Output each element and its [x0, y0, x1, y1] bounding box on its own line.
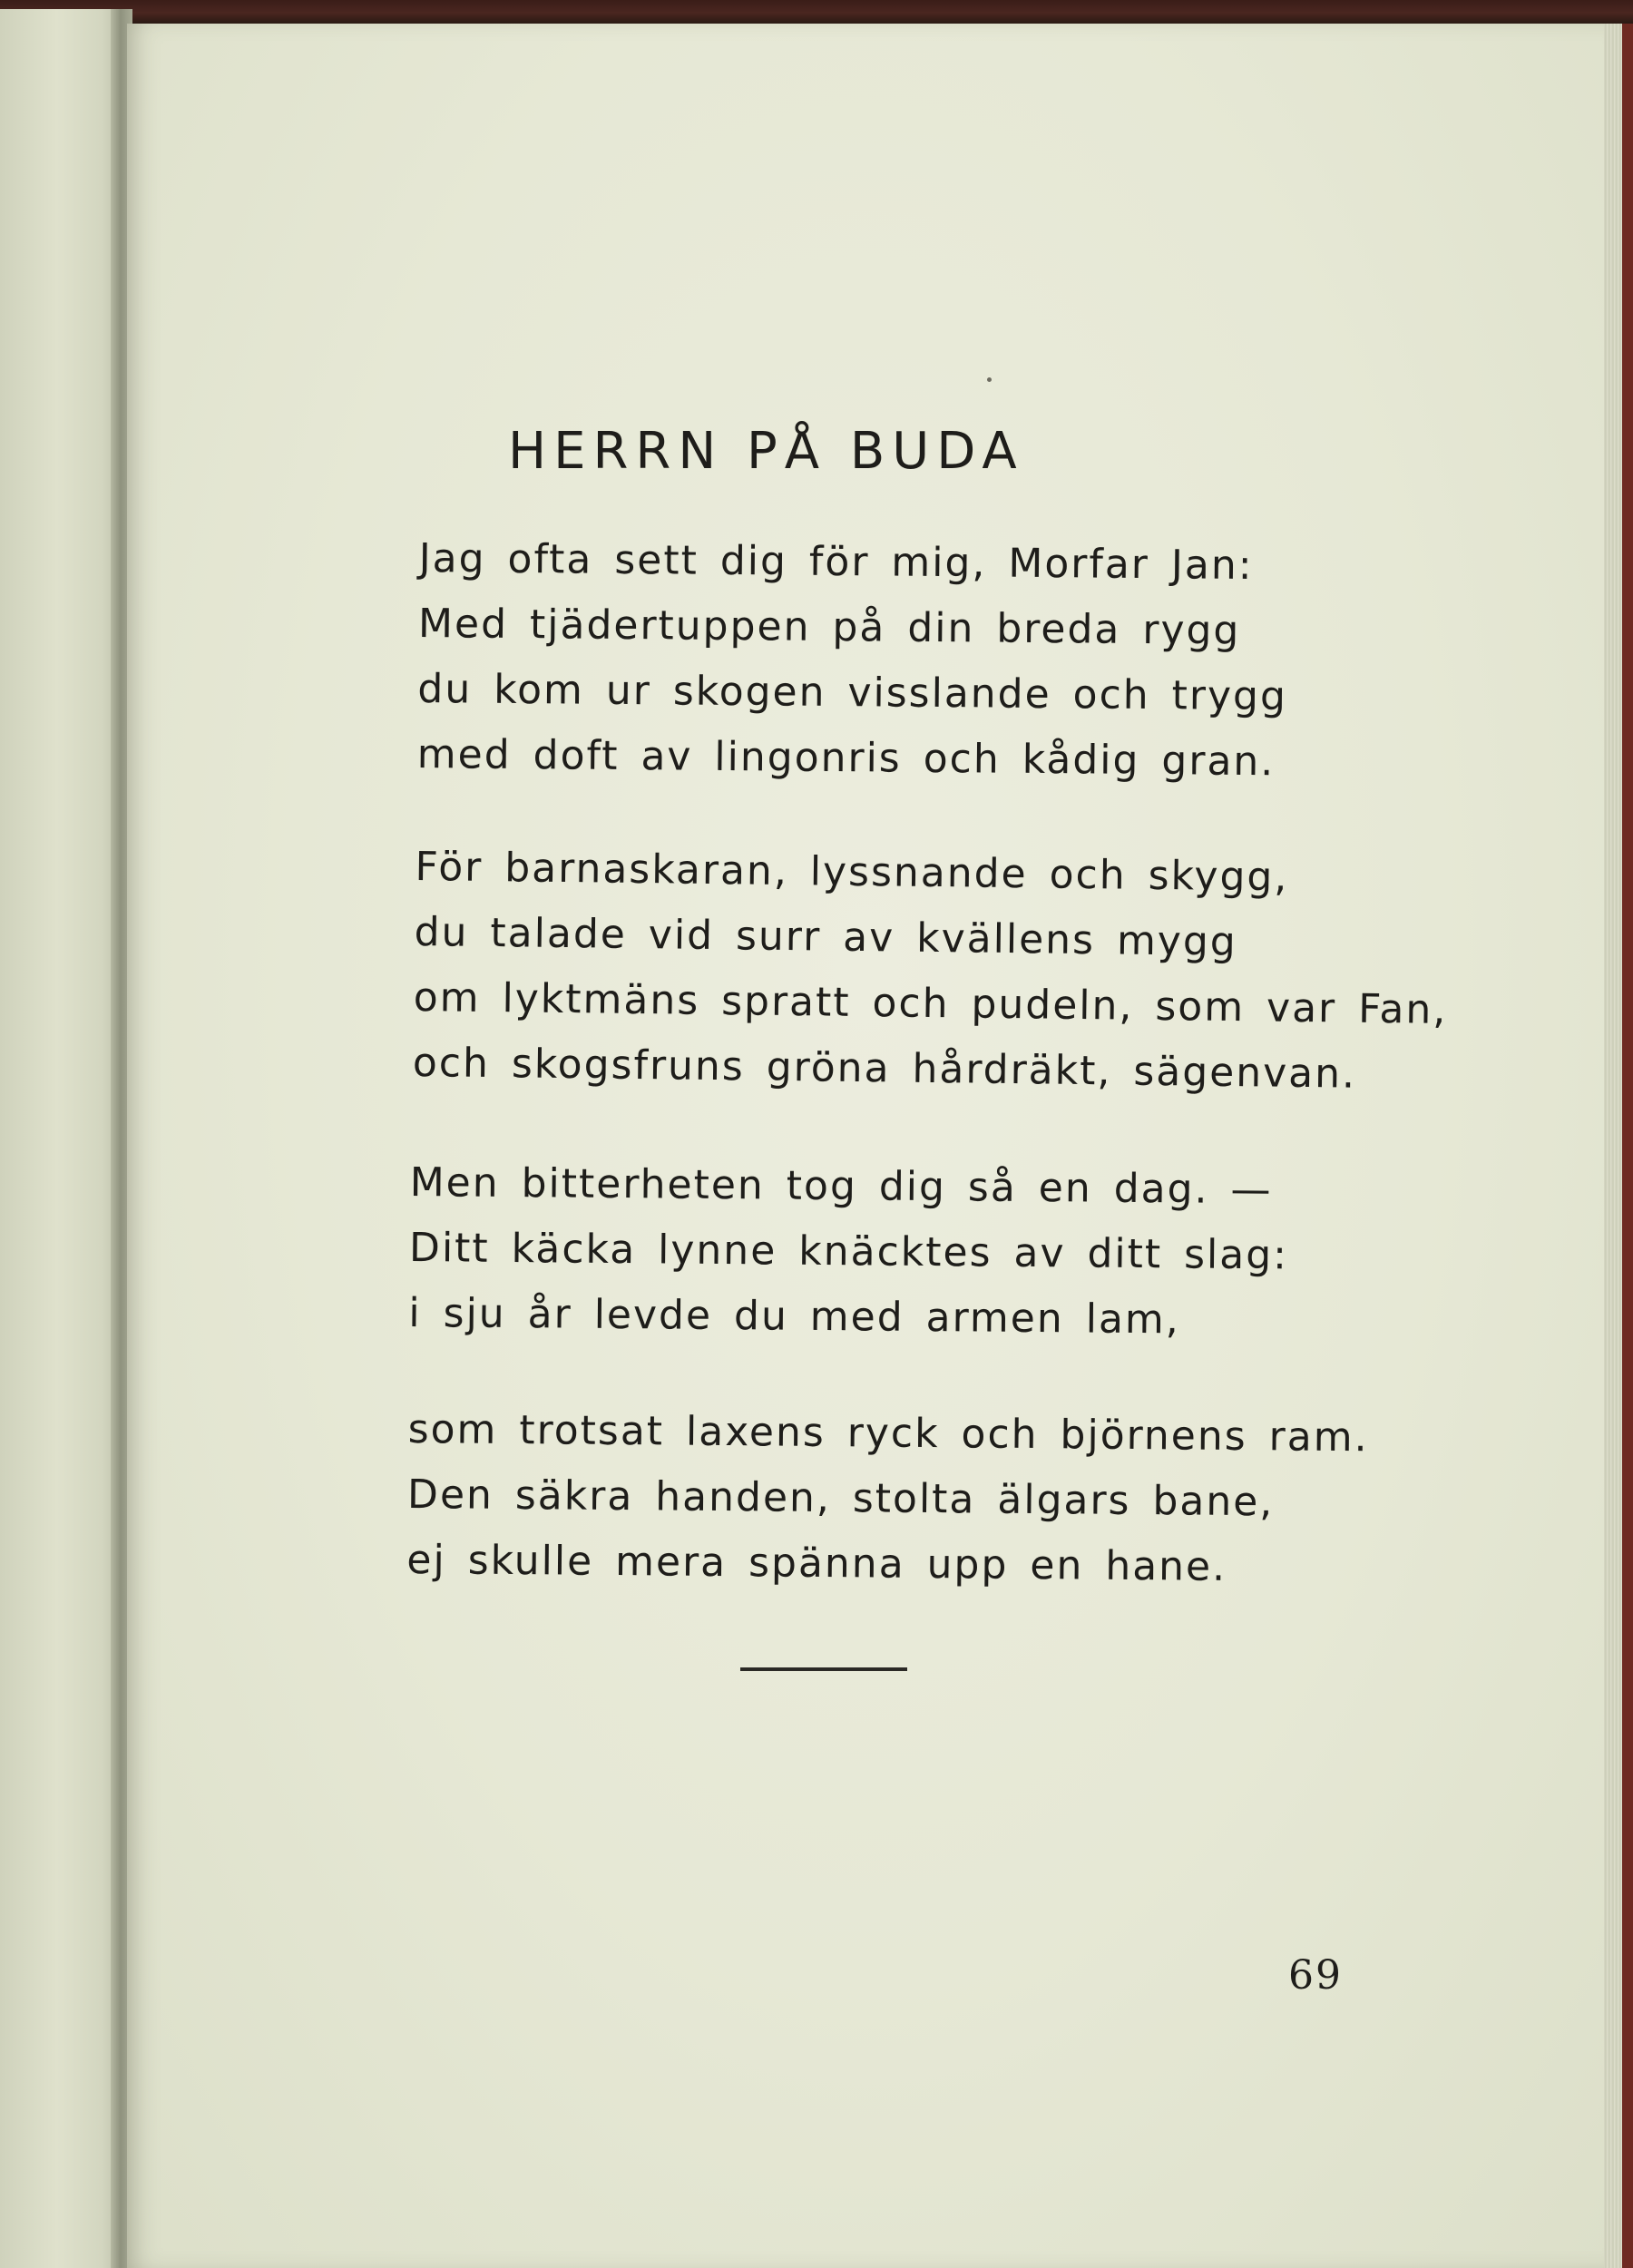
verse-line: du talade vid surr av kvällens mygg	[414, 908, 1238, 966]
verse-line: du kom ur skogen visslande och trygg	[417, 665, 1288, 720]
verse-line: och skogsfruns gröna hårdräkt, sägenvan.	[412, 1039, 1357, 1098]
stanza-1	[416, 526, 1288, 795]
stanza-3	[408, 1150, 1289, 1354]
verse-line: Men bitterheten tog dig så en dag. —	[409, 1158, 1273, 1214]
stanza-2	[412, 835, 1449, 1109]
verse-line: Jag ofta sett dig för mig, Morfar Jan:	[418, 534, 1254, 590]
closing-rule	[740, 1667, 907, 1671]
poem-title: HERRN PÅ BUDA	[508, 422, 1024, 481]
verse-line: Den säkra handen, stolta älgars bane,	[406, 1471, 1275, 1526]
verse-line: med doft av lingonris och kådig gran.	[416, 730, 1276, 786]
verse-line: Med tjädertuppen på din breda rygg	[417, 600, 1241, 654]
verse-line: För barnaskaran, lyssnande och skygg,	[415, 843, 1289, 901]
page-number: 69	[1288, 1952, 1343, 1999]
verse-line: Ditt käcka lynne knäcktes av ditt slag:	[408, 1224, 1289, 1279]
verse-line: i sju år levde du med armen lam,	[408, 1289, 1180, 1344]
verse-line: ej skulle mera spänna upp en hane.	[406, 1536, 1227, 1590]
stanza-4	[406, 1397, 1369, 1601]
verse-line: om lyktmäns spratt och pudeln, som var Fan,	[413, 973, 1448, 1033]
verse-line: som trotsat laxens ryck och björnens ram.	[407, 1405, 1369, 1461]
